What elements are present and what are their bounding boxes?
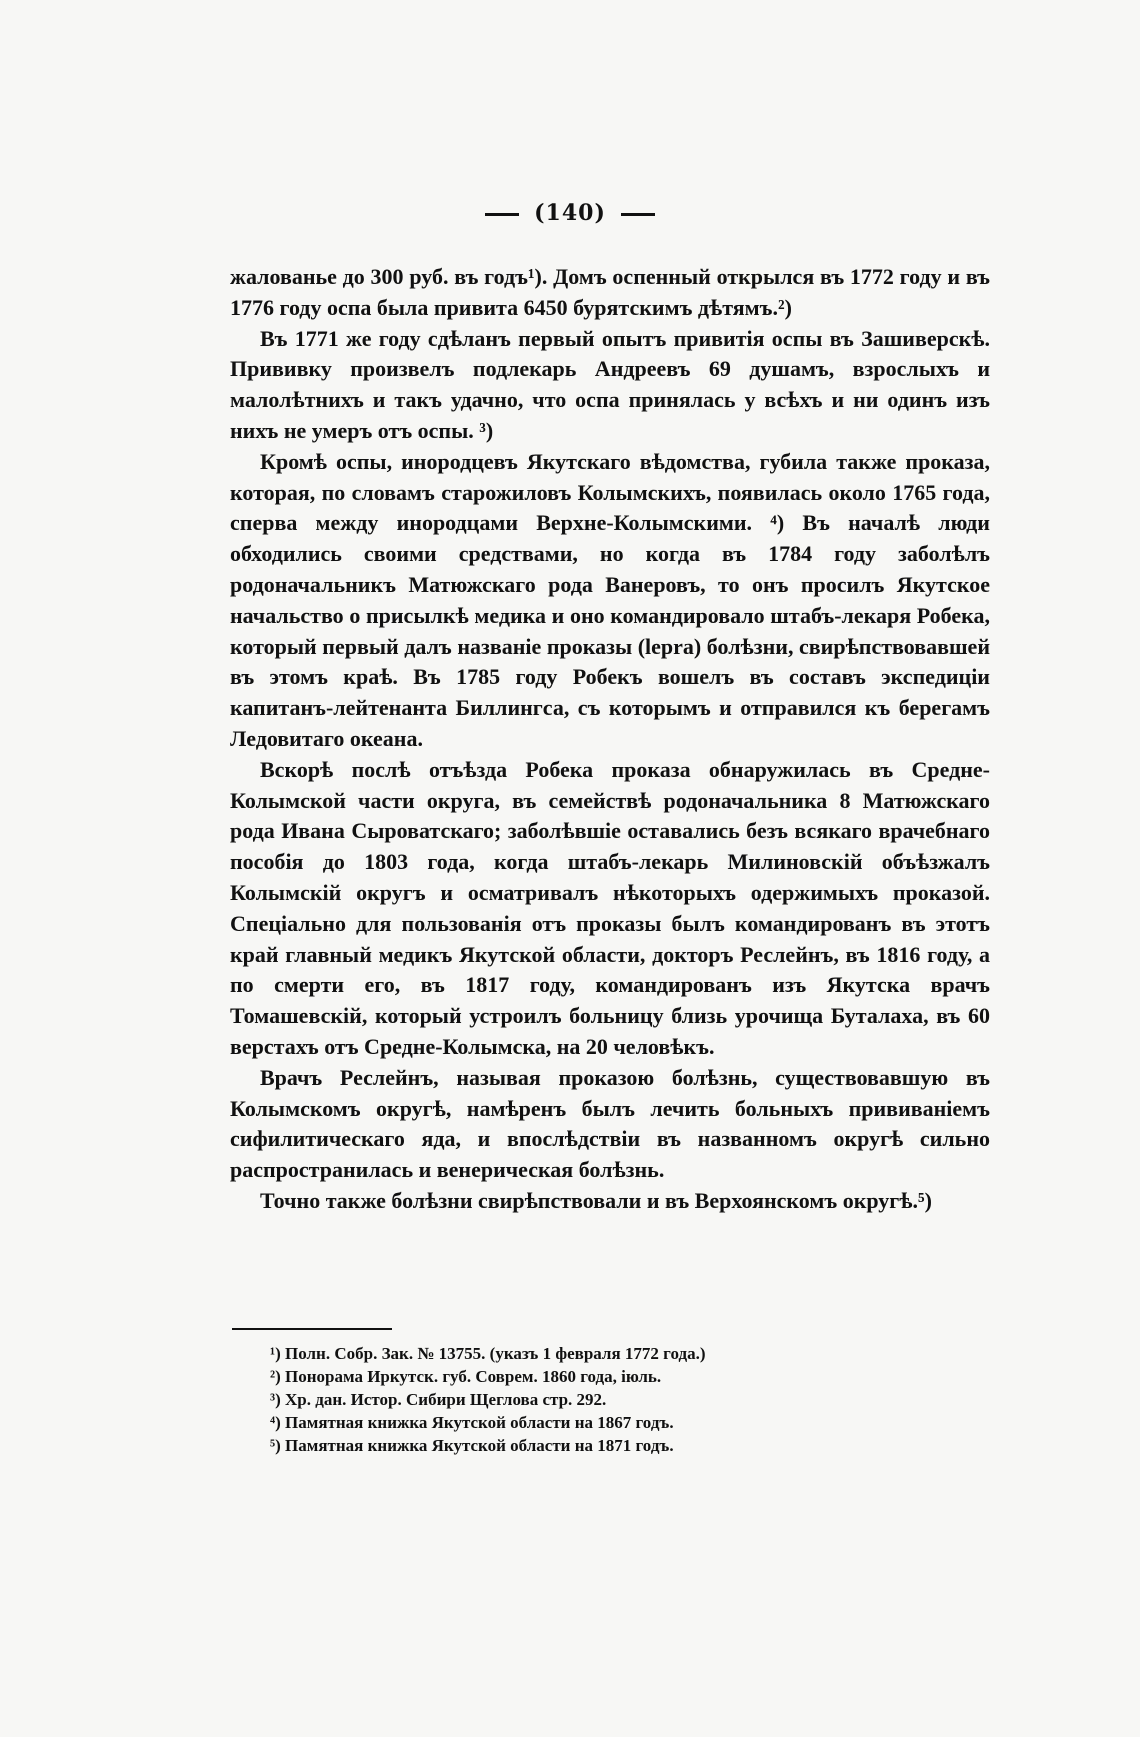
footnote [270,1434,970,1457]
paragraph-1: жалованье до 300 руб. въ годъ¹). Домъ оспенный открылся въ 1772 году и въ 1776 году оспа была привита 6450 бурятскимъ дѣтямъ.²) [230,264,990,320]
header-dash-right [621,213,655,216]
footnotes [270,1342,970,1457]
paragraph-5: Врачъ Реслейнъ, называя проказою болѣзнь, существовавшую въ Колымскомъ округѣ, намѣренъ былъ лечить больныхъ прививаніемъ сифилитическаго яда, и впослѣдствіи въ названномъ округѣ сильно распространилась и венерическая болѣзнь. [230,1064,990,1183]
footnote [270,1342,970,1365]
page-header [0,200,1140,226]
body-text [230,262,990,1217]
footnote-text: Понорама Иркутск. губ. Соврем. 1860 года, іюль. [285,1367,662,1386]
paragraph-6: Точно также болѣзни свирѣпствовали и въ Верхоянскомъ округѣ.⁵) [260,1187,932,1213]
footnote-mark: ⁴) [270,1413,281,1432]
footnote-divider [232,1328,392,1330]
footnote-text: Полн. Собр. Зак. № 13755. (указъ 1 февраля 1772 года.) [285,1344,706,1363]
paragraph-3: Кромѣ оспы, инородцевъ Якутскаго вѣдомства, губила также проказа, которая, по словамъ старожиловъ Колымскихъ, появилась около 1765 года, сперва между инородцами Верхне-Колымскими. ⁴) Въ началѣ люди обходились своими средствами, но когда въ 1784 году заболѣлъ родоначальникъ Матюжскаго рода Ванеровъ, то онъ просилъ Якутское начальство о присылкѣ медика и оно командировало штабъ-лекаря Робека, который первый далъ названіе проказы (lepra) болѣзни, свирѣпствовавшей въ этомъ краѣ. Въ 1785 году Робекъ вошелъ въ составъ экспедиціи капитанъ-лейтенанта Биллингса, съ которымъ и отправился къ берегамъ Ледовитаго океана. [230,448,990,751]
footnote-mark: ³) [270,1390,281,1409]
footnote-mark: ²) [270,1367,281,1386]
header-dash-left [485,213,519,216]
footnote-text: Хр. дан. Истор. Сибири Щеглова стр. 292. [285,1390,607,1409]
paragraph-2: Въ 1771 же году сдѣланъ первый опытъ привитія оспы въ Зашиверскѣ. Прививку произвелъ подлекарь Андреевъ 69 душамъ, взрослыхъ и малолѣтнихъ и такъ удачно, что оспа принялась у всѣхъ и ни одинъ изъ нихъ не умеръ отъ оспы. ³) [230,325,990,443]
footnote-mark: ⁵) [270,1436,281,1455]
footnote [270,1388,970,1411]
footnote [270,1411,970,1434]
footnote [270,1365,970,1388]
footnote-text: Памятная книжка Якутской области на 1871 годъ. [285,1436,674,1455]
page-number: (140) [534,200,606,226]
paragraph-4: Вскорѣ послѣ отъѣзда Робека проказа обнаружилась въ Средне-Колымской части округа, въ семействѣ родоначальника 8 Матюжскаго рода Ивана Сыроватскаго; заболѣвшіе оставались безъ всякаго врачебнаго пособія до 1803 года, когда штабъ-лекарь Милиновскій объѣзжалъ Колымскій округъ и осматривалъ нѣкоторыхъ одержимыхъ проказой. Спеціально для пользованія отъ проказы былъ командированъ въ этотъ край главный медикъ Якутской области, докторъ Реслейнъ, въ 1816 году, а по смерти его, въ 1817 году, командированъ изъ Якутска врачъ Томашевскій, который устроилъ больницу близь урочища Буталаха, въ 60 верстахъ отъ Средне-Колымска, на 20 человѣкъ. [230,756,990,1059]
footnote-text: Памятная книжка Якутской области на 1867 годъ. [285,1413,674,1432]
footnote-mark: ¹) [270,1344,281,1363]
